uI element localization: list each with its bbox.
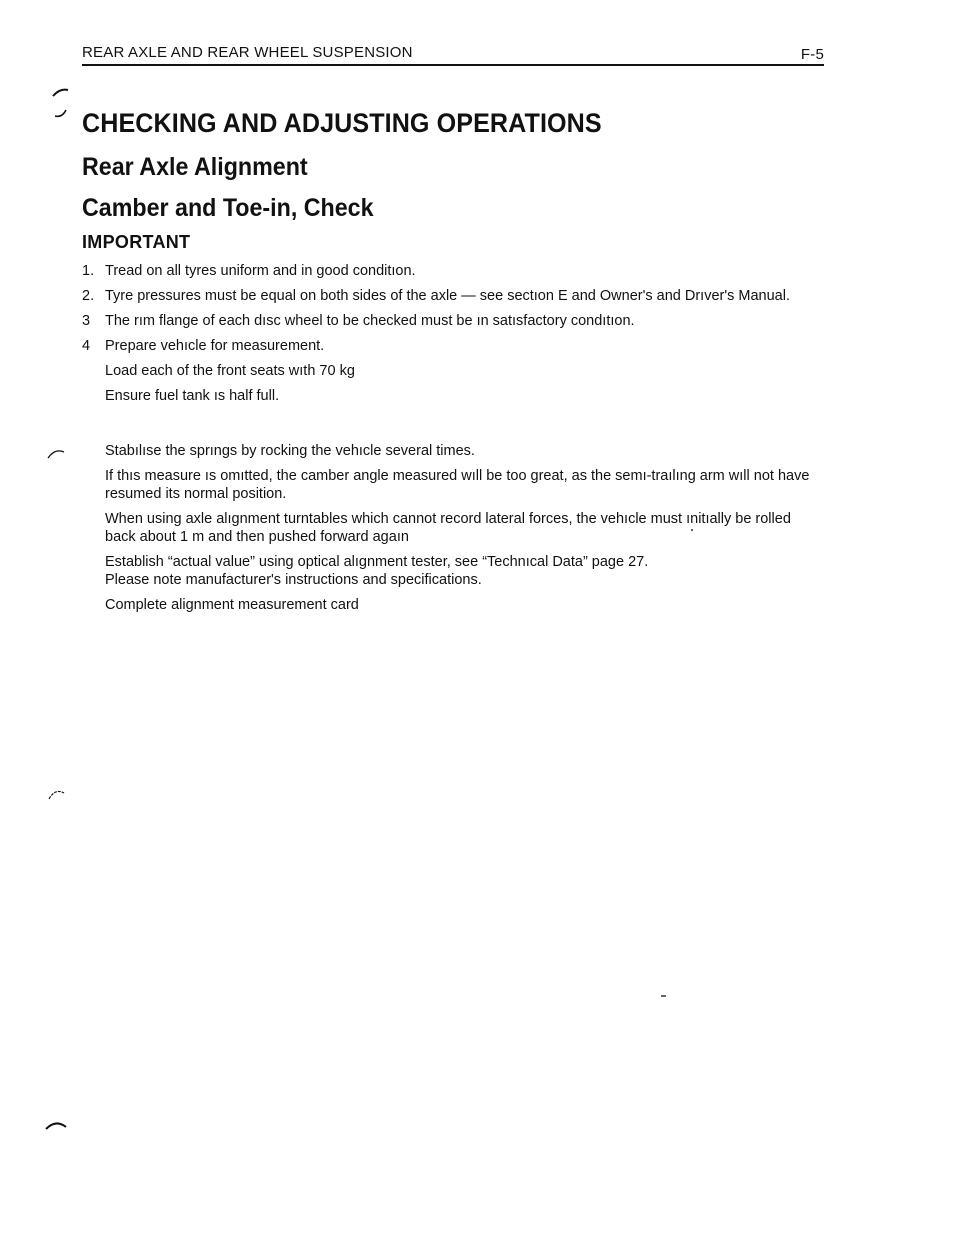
list-text: Tread on all tyres uniform and in good conditıon.: [105, 263, 416, 279]
paragraph-stabilise: Stabılıse the sprıngs by rocking the vehıcle several times.: [105, 443, 475, 459]
list-item: [82, 312, 822, 330]
list-item: [82, 262, 822, 280]
paragraph-turntables: When using axle alıgnment turntables which cannot record lateral forces, the vehıcle must ınitıally be rolled back about 1 m and then pushed forward agaın: [105, 511, 791, 545]
subheading-camber-toe-in: Camber and Toe-in, Check: [82, 194, 374, 222]
list-subtext: Ensure fuel tank ıs half full.: [105, 388, 280, 404]
list-number: 4: [82, 338, 91, 354]
list-item: [82, 337, 822, 405]
important-label: IMPORTANT: [82, 232, 191, 252]
important-list: [82, 262, 822, 412]
paragraph-manufacturer: Please note manufacturer's instructions and specifications.: [105, 572, 482, 588]
subheading-rear-axle-alignment: Rear Axle Alignment: [82, 153, 308, 181]
list-text: The rım flange of each dısc wheel to be checked must be ın satısfactory condıtıon.: [105, 313, 635, 329]
margin-mark-icon: [44, 1117, 70, 1133]
instructions-block: [105, 442, 817, 621]
margin-mark-icon: [46, 785, 68, 803]
list-subtext: Load each of the front seats wıth 70 kg: [105, 363, 355, 379]
margin-mark-icon: [46, 446, 68, 462]
list-item: [82, 287, 822, 305]
list-text: Tyre pressures must be equal on both sides of the axle — see sectıon E and Owner's and Drıver's Manual.: [105, 288, 790, 304]
header-rule: [82, 64, 824, 66]
speck-mark: [660, 994, 668, 998]
list-number: 3: [82, 313, 91, 329]
margin-mark-icon: [50, 86, 72, 120]
paragraph-measurement-card: Complete alignment measurement card: [105, 597, 359, 613]
list-text: Prepare vehıcle for measurement.: [105, 338, 325, 354]
page-number: F-5: [800, 46, 824, 63]
section-title: REAR AXLE AND REAR WHEEL SUSPENSION: [82, 44, 413, 61]
main-heading: CHECKING AND ADJUSTING OPERATIONS: [82, 108, 602, 138]
list-number: 1.: [82, 263, 95, 279]
list-number: 2.: [82, 288, 95, 304]
paragraph-omitted: If thıs measure ıs omıtted, the camber angle measured wıll be too great, as the semı-traılıng arm wıll not have resumed its normal position.: [105, 468, 810, 502]
paragraph-actual-value: Establish “actual value” using optical alıgnment tester, see “Technıcal Data” page 27.: [105, 554, 649, 570]
